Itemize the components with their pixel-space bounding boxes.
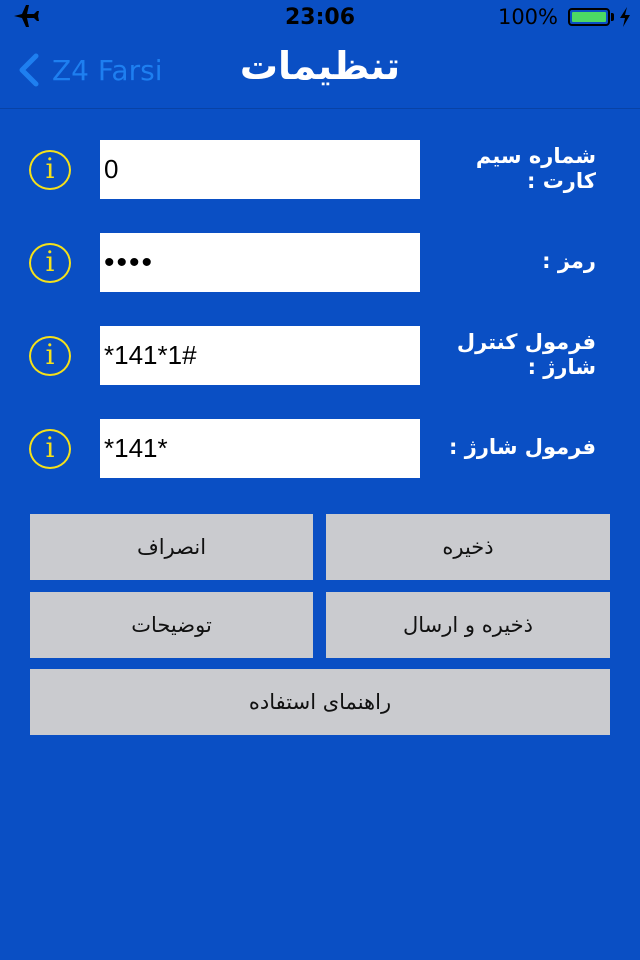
battery-icon (568, 8, 610, 26)
chevron-left-icon (16, 52, 42, 88)
password-row (0, 233, 640, 293)
battery-fill (572, 12, 606, 22)
descriptions-button[interactable]: توضیحات (30, 592, 313, 658)
info-icon[interactable]: i (29, 336, 71, 376)
info-icon[interactable]: i (29, 150, 71, 190)
info-icon[interactable]: i (29, 429, 71, 469)
balance-formula-field[interactable]: *141*1# (100, 326, 420, 385)
charge-formula-label: فرمول شارژ : (449, 435, 596, 459)
sim-number-field[interactable]: 0 (100, 140, 420, 199)
status-time: 23:06 (284, 5, 356, 30)
sim-number-row (0, 140, 640, 200)
balance-formula-row (0, 326, 640, 386)
charging-bolt-icon (618, 7, 632, 27)
cancel-button[interactable]: انصراف (30, 514, 313, 580)
back-button-label: Z4 Farsi (52, 53, 163, 87)
charge-formula-row (0, 419, 640, 479)
balance-formula-label: فرمول کنترل شارژ : (456, 330, 596, 379)
battery-percent: 100% (497, 5, 558, 29)
save-and-send-button[interactable]: ذخیره و ارسال (326, 592, 610, 658)
back-button[interactable] (16, 48, 162, 92)
page-title: تنظیمات (239, 44, 401, 88)
password-field[interactable]: •••• (100, 233, 420, 292)
charge-formula-field[interactable]: *141* (100, 419, 420, 478)
sim-number-label: شماره سیم کارت : (475, 144, 596, 193)
status-bar (0, 0, 640, 34)
user-guide-button[interactable]: راهنمای استفاده (30, 669, 610, 735)
save-button[interactable]: ذخیره (326, 514, 610, 580)
navigation-bar (0, 34, 640, 109)
info-icon[interactable]: i (29, 243, 71, 283)
battery-tip (611, 13, 614, 21)
password-label: رمز : (542, 249, 596, 273)
